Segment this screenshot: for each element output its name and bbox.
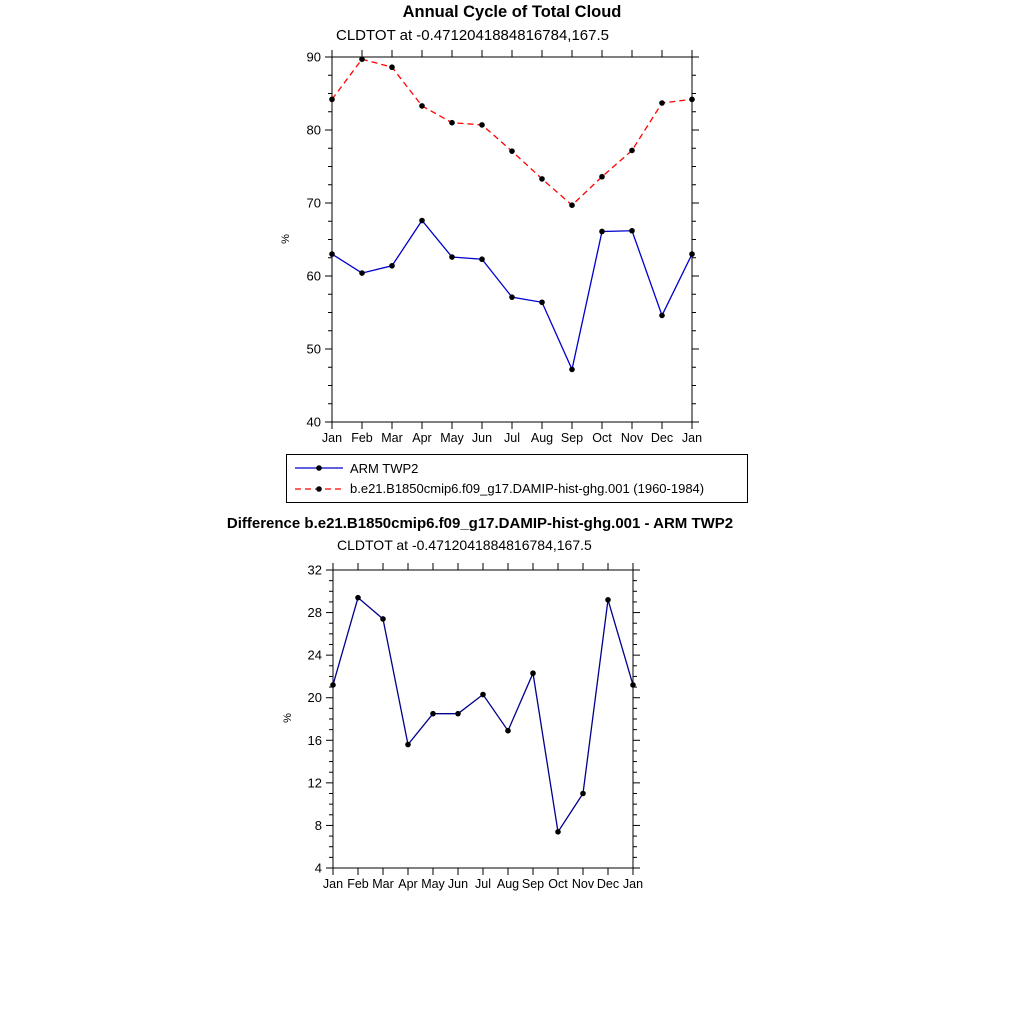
svg-text:90: 90 xyxy=(306,49,321,65)
svg-text:32: 32 xyxy=(307,562,322,578)
svg-text:Sep: Sep xyxy=(521,877,545,891)
legend xyxy=(286,454,748,503)
legend-label: ARM TWP2 xyxy=(350,460,419,476)
svg-text:Jul: Jul xyxy=(504,431,520,445)
svg-text:Jan: Jan xyxy=(681,431,703,445)
svg-text:Aug: Aug xyxy=(496,877,520,891)
difference-chart-subtitle: CLDTOT at -0.4712041884816784,167.5 xyxy=(337,537,592,553)
svg-text:12: 12 xyxy=(307,775,322,791)
svg-text:Jan: Jan xyxy=(321,431,343,445)
svg-text:Dec: Dec xyxy=(650,431,674,445)
svg-text:70: 70 xyxy=(306,195,321,211)
svg-text:50: 50 xyxy=(306,341,321,357)
svg-text:Jul: Jul xyxy=(475,877,491,891)
svg-text:28: 28 xyxy=(307,605,322,621)
svg-text:16: 16 xyxy=(307,732,322,748)
svg-text:20: 20 xyxy=(307,690,322,706)
svg-text:Nov: Nov xyxy=(571,877,595,891)
svg-text:Apr: Apr xyxy=(398,877,418,891)
svg-text:Feb: Feb xyxy=(347,877,369,891)
svg-text:Dec: Dec xyxy=(596,877,620,891)
legend-line-sample-dashed xyxy=(293,482,345,496)
svg-text:Mar: Mar xyxy=(372,877,394,891)
svg-text:40: 40 xyxy=(306,414,321,430)
svg-text:Apr: Apr xyxy=(412,431,432,445)
difference-chart-y-axis-label: % xyxy=(281,713,294,723)
svg-text:Sep: Sep xyxy=(560,431,584,445)
top-chart-title: Annual Cycle of Total Cloud xyxy=(402,3,622,21)
top-chart-subtitle: CLDTOT at -0.4712041884816784,167.5 xyxy=(336,27,609,44)
svg-text:Nov: Nov xyxy=(620,431,644,445)
svg-text:May: May xyxy=(440,431,464,445)
legend-item-model-run xyxy=(293,479,741,500)
svg-text:Aug: Aug xyxy=(530,431,554,445)
svg-text:Jun: Jun xyxy=(471,431,493,445)
svg-text:Oct: Oct xyxy=(592,431,612,445)
top-chart-y-axis-label: % xyxy=(279,234,292,244)
svg-text:8: 8 xyxy=(314,817,322,833)
annual-cycle-line-chart xyxy=(260,45,780,455)
legend-item-arm-twp2 xyxy=(293,458,741,479)
svg-text:Jan: Jan xyxy=(322,877,344,891)
svg-text:May: May xyxy=(421,877,445,891)
svg-text:Feb: Feb xyxy=(351,431,373,445)
legend-label: b.e21.B1850cmip6.f09_g17.DAMIP-hist-ghg.001 (1960-1984) xyxy=(350,481,705,497)
svg-text:4: 4 xyxy=(314,860,322,876)
legend-line-sample-solid xyxy=(293,461,345,475)
svg-text:Oct: Oct xyxy=(548,877,568,891)
difference-chart-title: Difference b.e21.B1850cmip6.f09_g17.DAMIP-hist-ghg.001 - ARM TWP2 xyxy=(226,515,734,532)
svg-text:80: 80 xyxy=(306,122,321,138)
svg-text:Mar: Mar xyxy=(381,431,403,445)
svg-text:60: 60 xyxy=(306,268,321,284)
svg-text:24: 24 xyxy=(307,647,322,663)
difference-line-chart xyxy=(270,553,700,898)
svg-text:Jun: Jun xyxy=(447,877,469,891)
svg-text:Jan: Jan xyxy=(622,877,644,891)
